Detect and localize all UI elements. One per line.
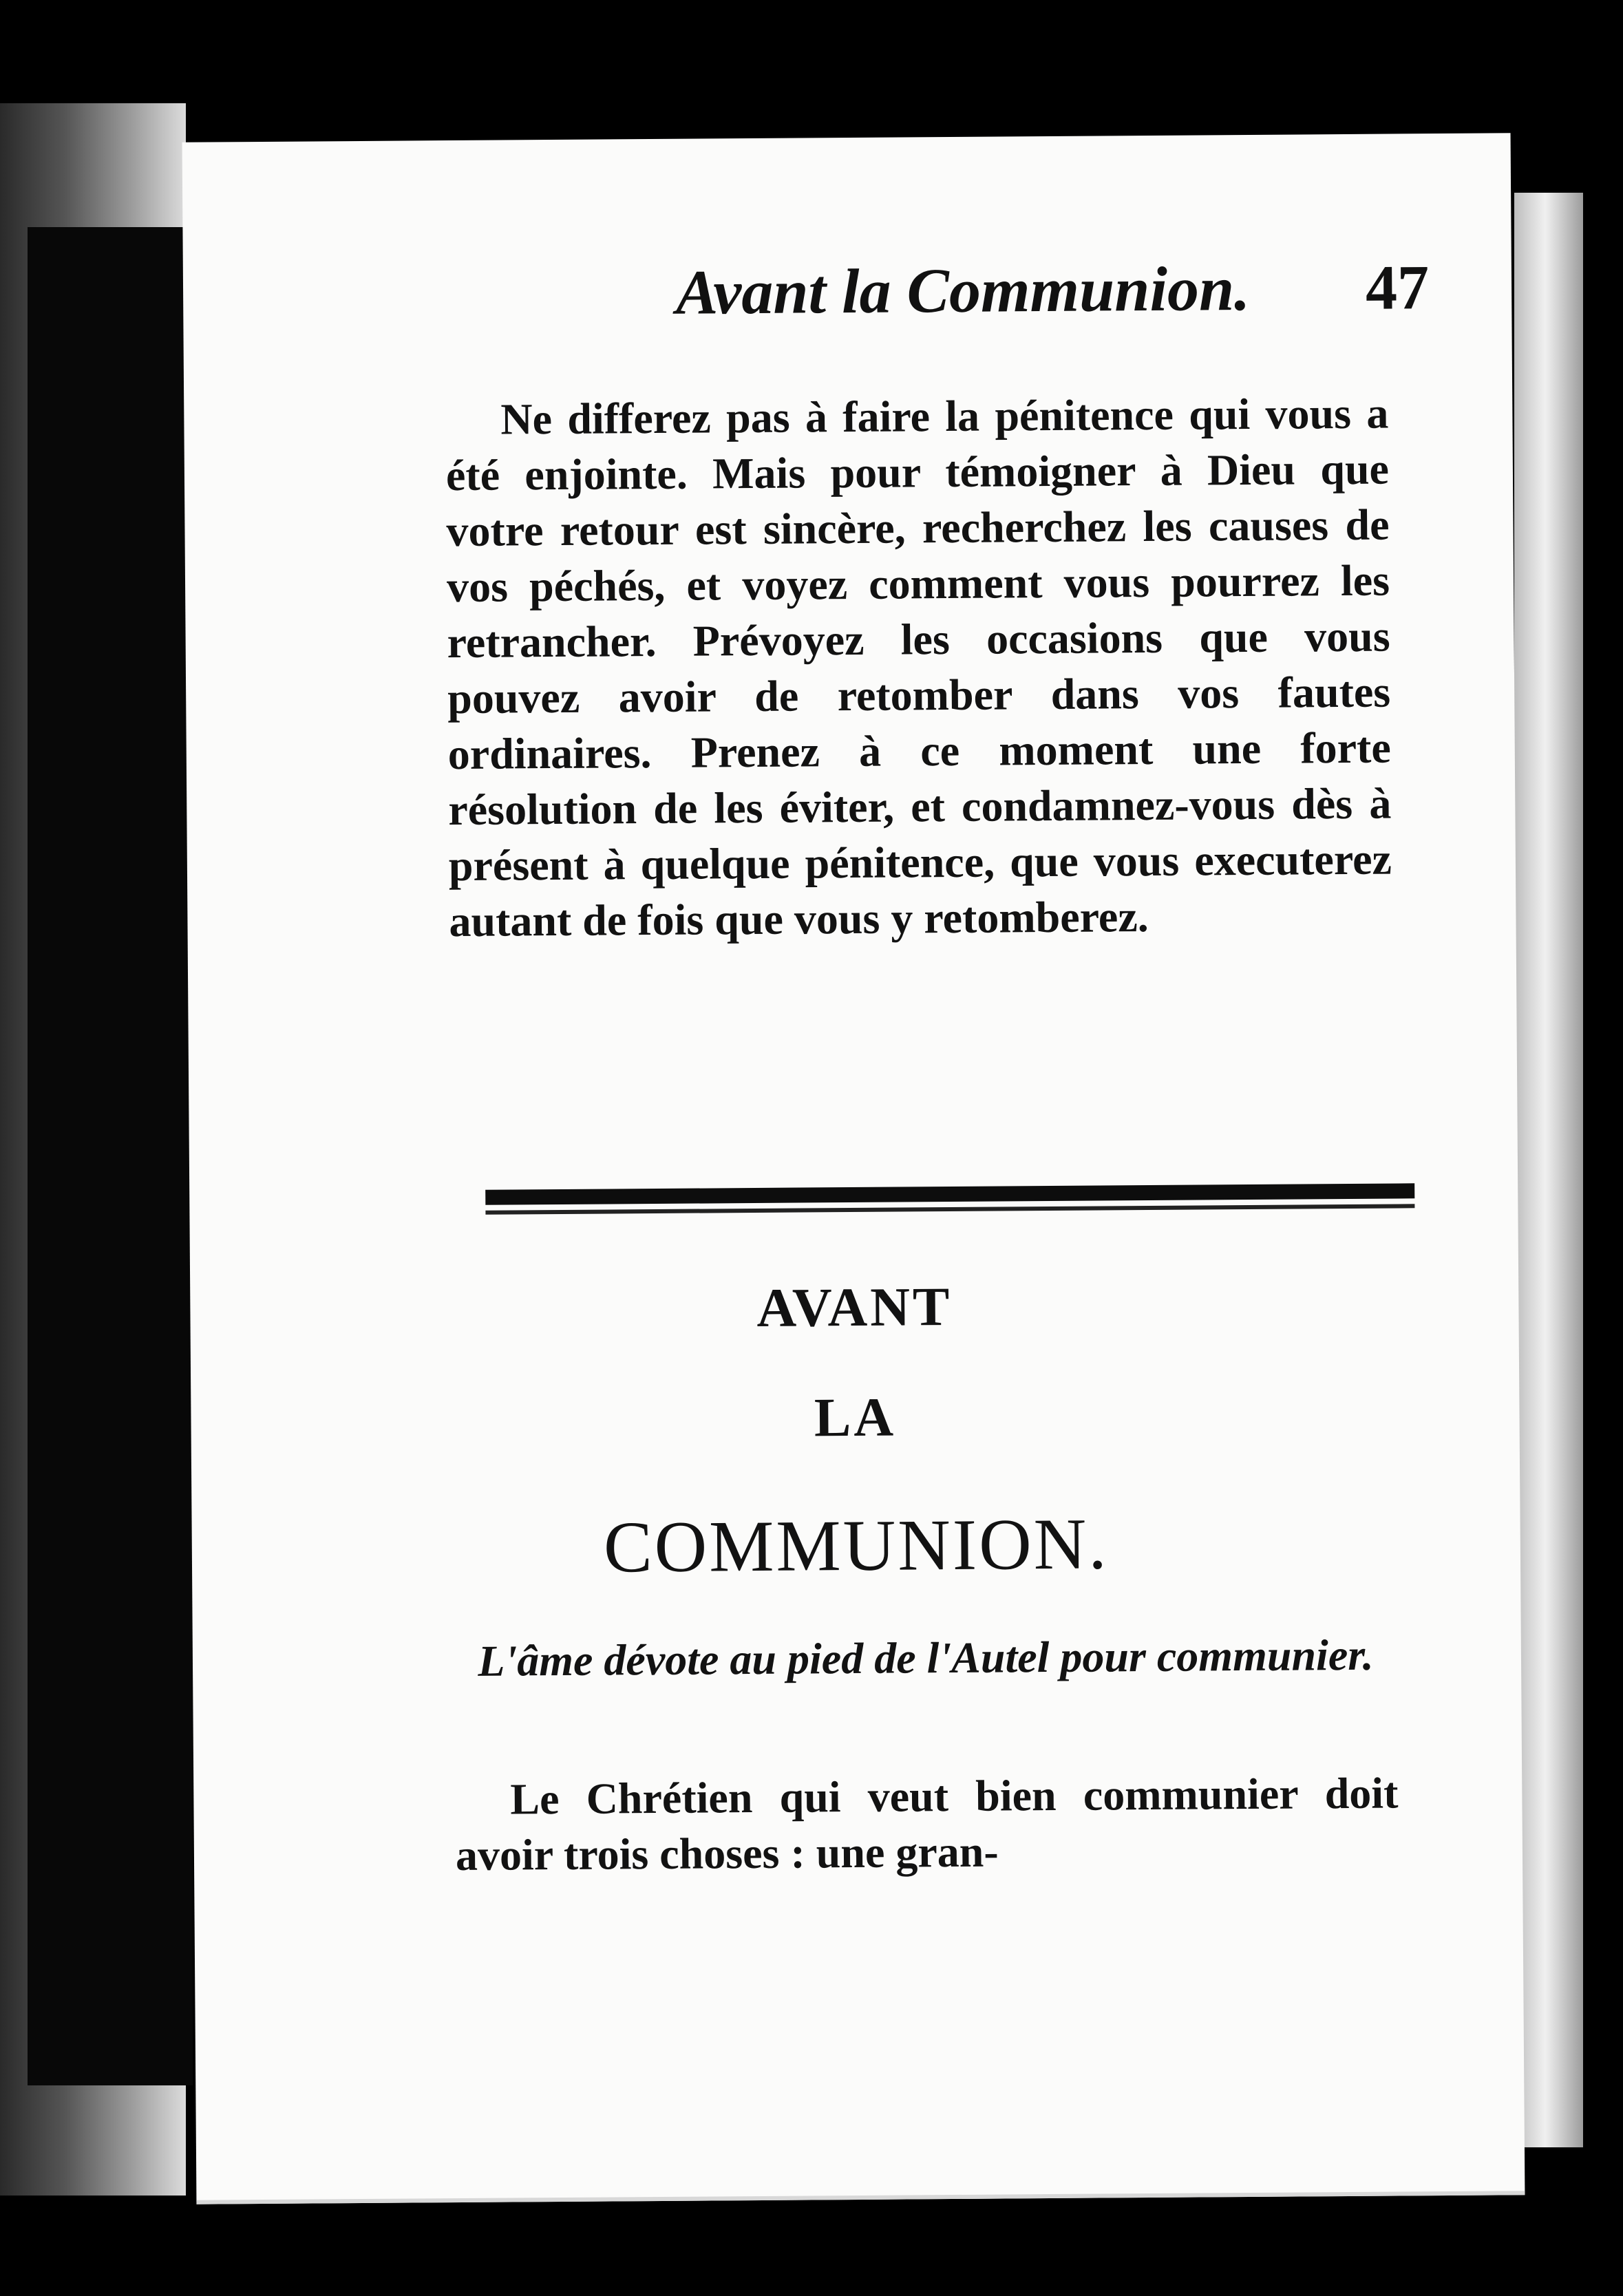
heading-line-1: AVANT: [756, 1277, 953, 1339]
running-title: Avant la Communion.: [675, 253, 1251, 328]
section-subtitle: L'âme dévote au pied de l'Autel pour communier.: [478, 1630, 1374, 1686]
page-stack-edge: [1514, 193, 1583, 2147]
running-head: [183, 250, 1512, 334]
book-page: [182, 133, 1525, 2204]
paragraph-communion: Le Chrétien qui veut bien communier doit avoir trois choses : une gran-: [455, 1768, 1399, 1880]
page-number: 47: [1365, 252, 1430, 323]
paragraph-penitence: Ne differez pas à faire la pénitence qui vous a été enjointe. Mais pour témoigner à Dieu que votre retour est sincère, recherchez les causes de vos péchés, et voyez comment vous pourrez les retrancher. Prévoyez les occasions que vous pouvez avoir de retomber dans vos fautes ordinaires. Prenez à ce moment une forte résolution de les éviter, et condamnez-vous dès à présent à quelque pénitence, que vous executerez autant de fois que vous y retomberez.: [445, 388, 1392, 946]
section-divider-thin: [485, 1204, 1414, 1214]
heading-line-3: COMMUNION.: [603, 1503, 1110, 1588]
binding-shadow: [28, 227, 193, 2085]
heading-line-2: LA: [814, 1387, 897, 1449]
section-divider-thick: [485, 1183, 1414, 1204]
